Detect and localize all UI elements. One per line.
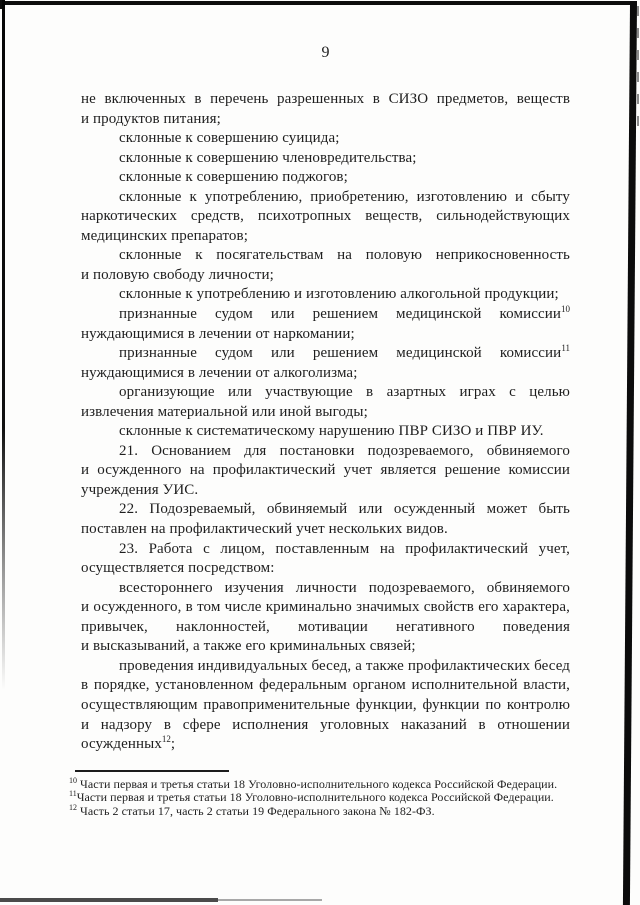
text-line: склонные к употреблению и изготовлению алкогольной продукции; [119, 286, 559, 303]
text-line: всестороннего изучения личности подозреваемого, обвиняемого [119, 579, 570, 596]
text-line: осуществляется посредством: [81, 560, 275, 577]
footnote-ref: 10 [561, 304, 570, 315]
text-line: склонные к совершению поджогов; [119, 169, 348, 186]
scan-edge-bottom-dark [0, 898, 218, 902]
footnote-ref: 10 [69, 776, 77, 785]
text-line: 23. Работа с лицом, поставленным на профилактический учет, [119, 540, 570, 557]
text-line: и надзору в сфере исполнения уголовных наказаний в отношении [81, 716, 570, 733]
document-body [81, 90, 570, 755]
text-line: наркотических средств, психотропных веществ, сильнодействующих [81, 208, 570, 225]
text-line: 22. Подозреваемый, обвиняемый или осужденный может быть [119, 501, 570, 518]
text-line: склонные к систематическому нарушению ПВР СИЗО и ПВР ИУ. [119, 423, 544, 440]
text-line: нуждающимися в лечении от наркомании; [81, 325, 355, 342]
footnote-rule [75, 770, 229, 772]
scan-edge-bottom-light [218, 899, 322, 901]
footnote: $^{11}$Части первая и третья статьи 18 Уголовно-исполнительного кодекса Российской Федерации. [69, 789, 554, 805]
text-line: проведения индивидуальных бесед, а также профилактических бесед [119, 657, 570, 674]
text-line: и высказываний, а также его криминальных связей; [81, 638, 416, 655]
text-line: осужденных$^{12}$; [81, 734, 176, 753]
footnote-ref: 12 [69, 802, 77, 812]
text-line: привычек, наклонностей, мотивации негативного поведения [81, 618, 570, 635]
footnote-ref: 12 [161, 734, 171, 745]
text-line: и осужденного на профилактический учет является решение комиссии [81, 462, 570, 479]
text-line: не включенных в перечень разрешенных в СИЗО предметов, веществ [81, 91, 570, 107]
text-line: признанные судом или решением медицинской комиссии$^{10}$ [119, 304, 570, 323]
text-line: и продуктов питания; [81, 110, 221, 127]
scan-edge-right [623, 4, 637, 905]
scan-edge-top [0, 1, 637, 5]
text-line: признанные судом или решением медицинской комиссии$^{11}$ [119, 343, 570, 362]
text-line: и осужденного, в том числе криминально значимых свойств его характера, [81, 599, 570, 616]
text-line: склонные к посягательствам на половую неприкосновенность [119, 247, 570, 264]
footnote: $^{12}$ Часть 2 статьи 17, часть 2 статьи 19 Федерального закона № 182-ФЗ. [69, 802, 435, 818]
text-line: склонные к употреблению, приобретению, изготовлению и сбыту [119, 188, 570, 205]
text-line: склонные к совершению членовредительства; [119, 149, 417, 166]
text-line: осуществляющим правоприменительные функции, функции по контролю [81, 696, 570, 713]
text-line: нуждающимися в лечении от алкоголизма; [81, 364, 358, 381]
footnotes-section [69, 778, 574, 818]
text-line: и половую свободу личности; [81, 266, 274, 283]
footnote: $^{10}$ Части первая и третья статьи 18 Уголовно-исполнительного кодекса Российской Федерации. [69, 776, 558, 791]
scan-edge-left [2, 0, 5, 690]
text-line: в порядке, установленном федеральным органом исполнительной власти, [81, 677, 570, 694]
text-line: поставлен на профилактический учет нескольких видов. [81, 521, 448, 538]
text-line: учреждения УИС. [81, 481, 199, 498]
text-line: склонные к совершению суицида; [119, 130, 340, 147]
page-number: 9 [321, 44, 330, 61]
scan-edge-right-dashes [637, 6, 639, 126]
scan-edge-top-notch [0, 0, 5, 9]
text-line: организующие или участвующие в азартных играх с целью [119, 384, 570, 401]
text-line: 21. Основанием для постановки подозреваемого, обвиняемого [119, 442, 570, 459]
footnote-ref: 11 [561, 343, 570, 354]
text-line: извлечения материальной или иной выгоды; [81, 403, 368, 420]
footnote-ref: 11 [69, 789, 77, 799]
text-line: медицинских препаратов; [81, 227, 248, 244]
